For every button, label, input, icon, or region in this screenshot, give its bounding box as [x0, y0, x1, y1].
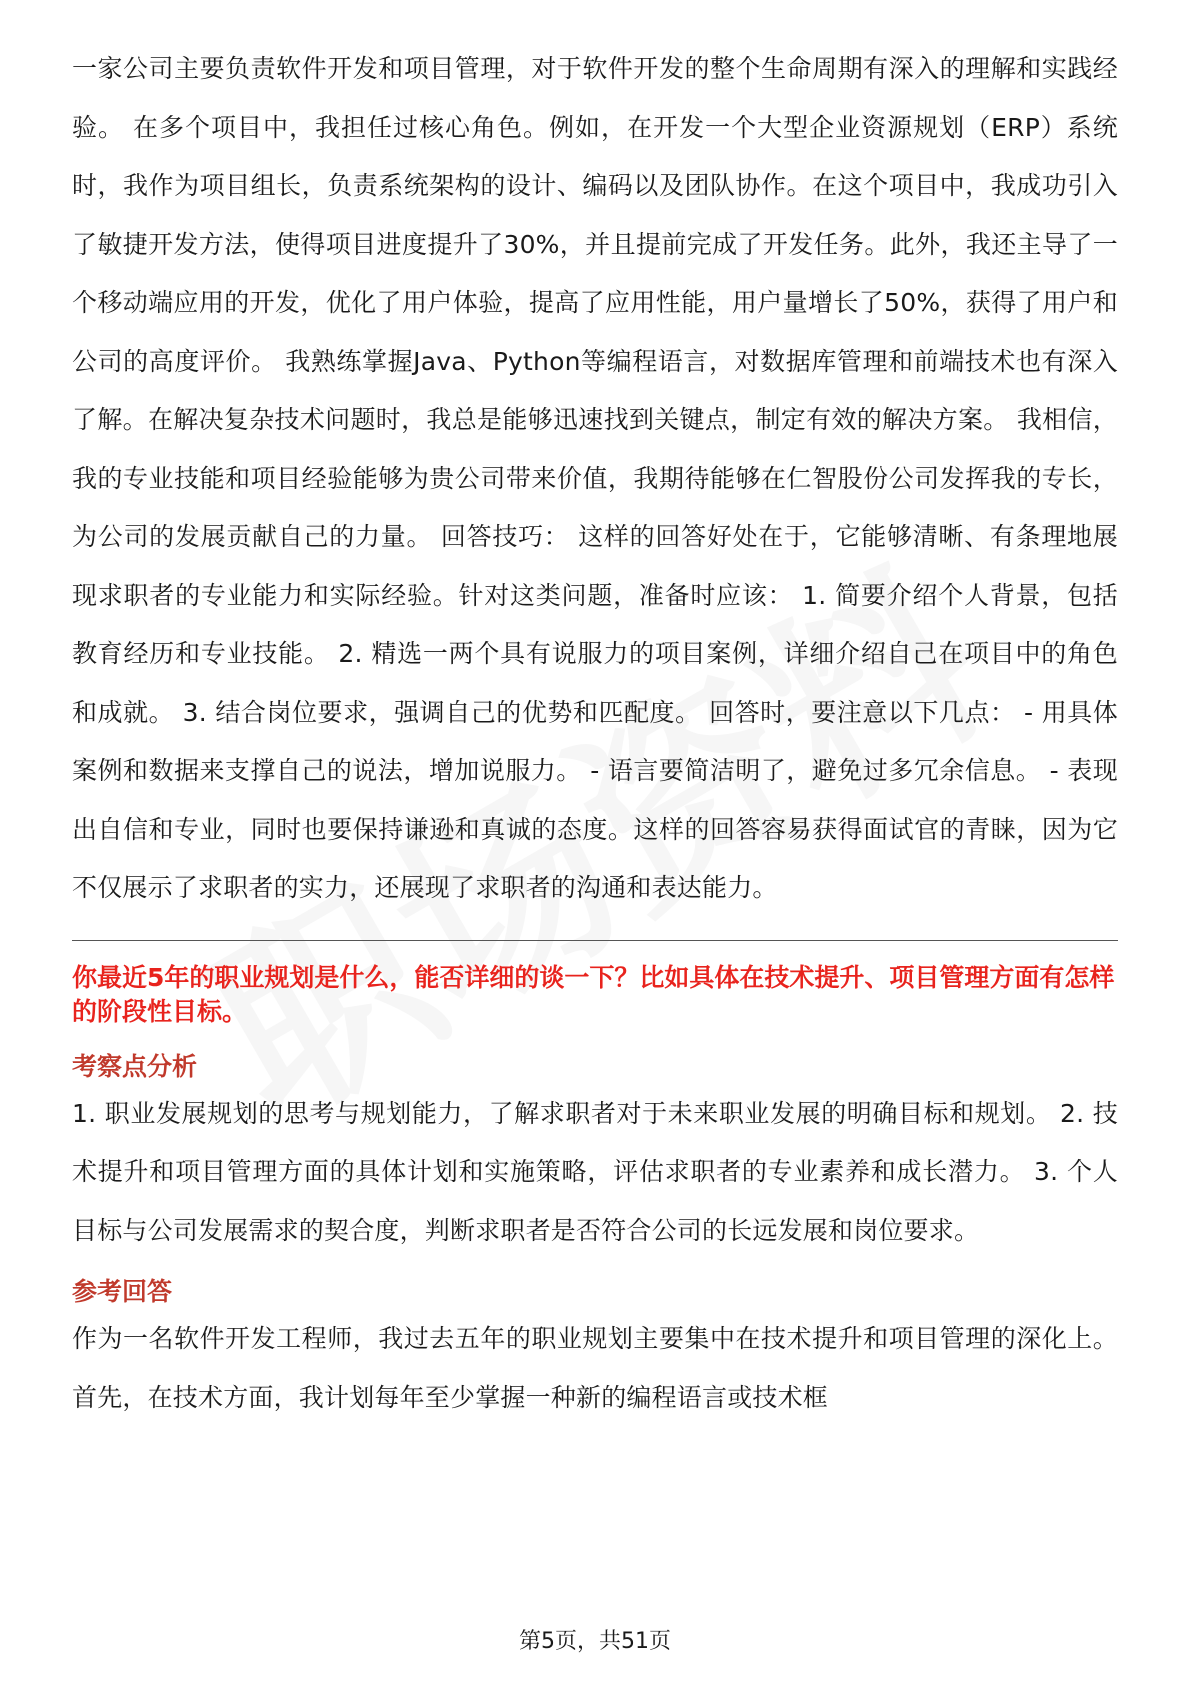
analysis-text: 1. 职业发展规划的思考与规划能力，了解求职者对于未来职业发展的明确目标和规划。 2. 技术提升和项目管理方面的具体计划和实施策略，评估求职者的专业素养和成长潜力。 3. 个人目标与公司发展需求的契合度，判断求职者是否符合公司的长远发展和岗位要求。 — [72, 1098, 1118, 1245]
analysis-heading: 考察点分析 — [72, 1051, 198, 1081]
document-page — [72, 40, 1118, 1427]
reference-heading: 参考回答 — [72, 1277, 173, 1306]
previous-answer-continuation: 一家公司主要负责软件开发和项目管理，对于软件开发的整个生命周期有深入的理解和实践经验。 在多个项目中，我担任过核心角色。例如，在开发一个大型企业资源规划（ERP）系统时，我作为项目组长，负责系统架构的设计、编码以及团队协作。在这个项目中，我成功引入了敏捷开发方法，使得项目进度提升了30%，并且提前完成了开发任务。此外，我还主导了一个移动端应用的开发，优化了用户体验，提高了应用性能，用户量增长了50%，获得了用户和公司的高度评价。 我熟练掌握Java、Python等编程语言，对数据库管理和前端技术也有深入了解。在解决复杂技术问题时，我总是能够迅速找到关键点，制定有效的解决方案。 我相信，我的专业技能和项目经验能够为贵公司带来价值，我期待能够在仁智股份公司发挥我的专长，为公司的发展贡献自己的力量。 回答技巧： 这样的回答好处在于，它能够清晰、有条理地展现求职者的专业能力和实际经验。针对这类问题，准备时应该： 1. 简要介绍个人背景，包括教育经历和专业技能。 2. 精选一两个具有说服力的项目案例，详细介绍自己在项目中的角色和成就。 3. 结合岗位要求，强调自己的优势和匹配度。 回答时，要注意以下几点： - 用具体案例和数据来支撑自己的说法，增加说服力。 - 语言要简洁明了，避免过多冗余信息。 - 表现出自信和专业，同时也要保持谦逊和真诚的态度。这样的回答容易获得面试官的青睐，因为它不仅展示了求职者的实力，还展现了求职者的沟通和表达能力。 — [72, 54, 1118, 902]
section-divider — [72, 940, 1118, 941]
reference-text: 作为一名软件开发工程师，我过去五年的职业规划主要集中在技术提升和项目管理的深化上。首先，在技术方面，我计划每年至少掌握一种新的编程语言或技术框 — [72, 1324, 1118, 1412]
page-number: 第5页，共51页 — [519, 1629, 671, 1654]
interview-question: 你最近5年的职业规划是什么，能否详细的谈一下？比如具体在技术提升、项目管理方面有怎样的阶段性目标。 — [72, 962, 1115, 1026]
